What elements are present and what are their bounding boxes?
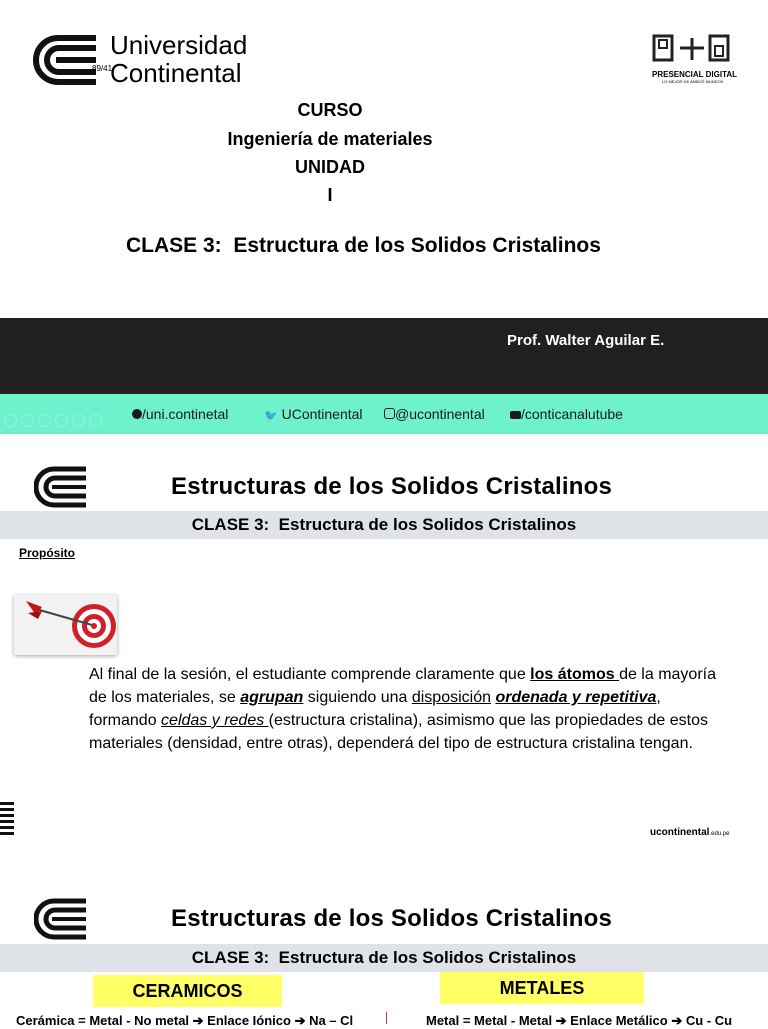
uc-small-logo-icon xyxy=(34,466,88,508)
pd-logo xyxy=(652,34,738,86)
ceramicos-box: CERAMICOS xyxy=(93,975,282,1007)
slide3-title: Estructuras de los Solidos Cristalinos xyxy=(171,905,613,932)
twitter-link[interactable] xyxy=(264,406,363,422)
purpose-atoms: los átomos xyxy=(530,666,620,683)
youtube-handle: /conticanalutube xyxy=(521,406,623,422)
slide2-title: Estructuras de los Solidos Cristalinos xyxy=(171,473,613,500)
professor-banner xyxy=(0,318,768,394)
decorative-circles xyxy=(4,414,102,427)
target-image xyxy=(14,595,117,655)
instagram-icon xyxy=(384,408,395,419)
curso-name: Ingeniería de materiales xyxy=(227,129,433,149)
instagram-handle: @ucontinental xyxy=(395,406,485,422)
facebook-handle: /uni.continetal xyxy=(142,406,229,422)
curso-label: CURSO xyxy=(297,100,363,120)
target-icon xyxy=(14,595,117,655)
proposito-label: Propósito xyxy=(19,546,75,560)
metales-box: METALES xyxy=(440,972,644,1004)
uc-small-logo-icon-2 xyxy=(34,898,88,940)
purpose-celdas: celdas y redes xyxy=(161,712,269,729)
slide2-subtitle: CLASE 3: Estructura de los Solidos Cristalinos xyxy=(191,515,577,534)
pd-logo-subtext: LO MEJOR DE AMBOS MUNDOS xyxy=(662,79,724,84)
university-name-line1: Universidad xyxy=(110,30,248,60)
ceramica-line: Cerámica = Metal - No metal ➔ Enlace Iónico ➔ Na – Cl xyxy=(16,1013,354,1028)
footer-brand-domain: .edu.pe xyxy=(709,831,730,837)
slide2-subtitle-bar xyxy=(0,511,768,539)
metal-line: Metal = Metal - Metal ➔ Enlace Metálico ➔ Cu - Cu xyxy=(426,1013,733,1028)
pd-logo-text: PRESENCIAL DIGITAL xyxy=(652,70,738,79)
unidad-value: I xyxy=(327,185,333,205)
purpose-text-4: , formando xyxy=(89,689,661,729)
twitter-handle: UContinental xyxy=(281,406,363,422)
facebook-icon xyxy=(132,409,142,419)
footer-brand xyxy=(650,827,729,838)
youtube-link[interactable] xyxy=(510,406,623,422)
unidad-label: UNIDAD xyxy=(295,157,365,177)
facebook-link[interactable] xyxy=(132,406,228,422)
twitter-icon: 🐦 xyxy=(264,410,278,422)
purpose-text-5: (estructura cristalina), asimismo que las propiedades de estos materiales (densidad, entre otras), dependerá del tipo de estructura cristalina tengan. xyxy=(89,712,708,752)
clase-title: CLASE 3: Estructura de los Solidos Cristalinos xyxy=(126,234,601,257)
university-name-line2: Continental xyxy=(110,58,242,88)
side-stripes-icon xyxy=(0,802,14,835)
purpose-text-1: Al final de la sesión, el estudiante comprende claramente que xyxy=(89,666,531,683)
divider xyxy=(386,1012,387,1024)
uc-logo-icon xyxy=(32,34,100,86)
youtube-icon xyxy=(510,411,521,419)
purpose-disposicion: disposición xyxy=(411,689,491,706)
pd-logo-icon xyxy=(652,34,732,64)
slide3-subtitle-bar xyxy=(0,944,768,972)
professor-name: Prof. Walter Aguilar E. xyxy=(507,332,665,349)
footer-brand-name: ucontinental xyxy=(650,827,710,838)
purpose-paragraph xyxy=(89,663,719,755)
instagram-link[interactable] xyxy=(384,406,485,422)
purpose-agrupan: agrupan xyxy=(240,689,304,706)
slide-counter: 89/41 xyxy=(92,64,113,73)
purpose-ordenada: ordenada y repetitiva xyxy=(495,689,657,706)
purpose-text-3: siguiendo una xyxy=(303,689,412,706)
slide3-subtitle: CLASE 3: Estructura de los Solidos Cristalinos xyxy=(191,948,577,967)
purpose-text-2: de la mayoría de los materiales, se xyxy=(89,666,716,706)
